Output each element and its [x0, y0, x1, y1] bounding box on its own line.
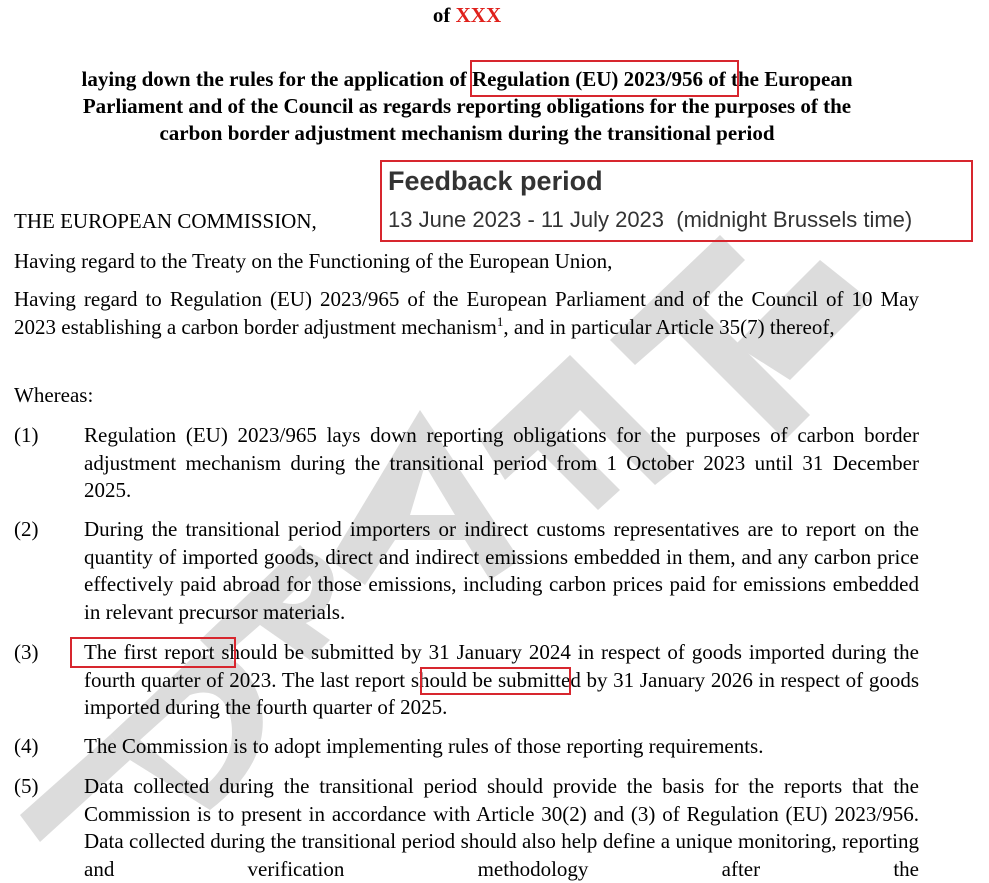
regulation-citation: Having regard to Regulation (EU) 2023/965 of the European Parliament and of the Council of 10 May 2023 establishing a carbon border adjustment mechanism$^1$, and in particular Article 35(7) thereof,	[14, 287, 919, 339]
act-number-placeholder: XXX	[455, 3, 502, 27]
title-line-2: Parliament and of the Council as regards reporting obligations for the purposes of the	[82, 94, 852, 118]
title-line-1: laying down the rules for the application of Regulation (EU) 2023/956 of the European	[81, 67, 853, 91]
feedback-dates: 13 June 2023 - 11 July 2023	[388, 207, 665, 232]
of-prefix: of	[432, 3, 456, 27]
recital-number: (1)	[14, 423, 39, 447]
recital-text: During the transitional period importers or indirect customs representatives are to report on the quantity of imported goods, direct and indirect emissions embedded in them, and any carbon price effectively paid abroad for those emissions, including carbon prices paid for emissions embedded in relevant precursor materials.	[84, 517, 919, 624]
recital-text: The first report should be submitted by 31 January 2024 in respect of goods imported during the fourth quarter of 2023. The last report should be submitted by 31 January 2026 in respect of goods imported during the fourth quarter of 2025.	[84, 640, 919, 719]
recital-text: Regulation (EU) 2023/965 lays down reporting obligations for the purposes of carbon border adjustment mechanism during the transitional period from 1 October 2023 until 31 December 2025.	[84, 423, 919, 502]
recital-text: Data collected during the transitional period should provide the basis for the reports that the Commission is to present in accordance with Article 30(2) and (3) of Regulation (EU) 2023/956. Data collected during the transitional period should also help define a unique monitoring, reporting and verification methodology after the	[84, 774, 919, 881]
document-title	[0, 66, 934, 147]
last-report-highlight: The last report	[281, 667, 406, 692]
recital-number: (2)	[14, 517, 39, 541]
recital-number: (5)	[14, 774, 39, 798]
whereas-heading: Whereas:	[14, 383, 94, 407]
recital-text: The Commission is to adopt implementing rules of those reporting requirements.	[84, 734, 764, 758]
commission-heading: THE EUROPEAN COMMISSION,	[14, 209, 317, 233]
title-line-3: carbon border adjustment mechanism during the transitional period	[159, 121, 775, 145]
header-of-line	[0, 2, 934, 28]
feedback-timezone: (midnight Brussels time)	[676, 207, 913, 232]
first-report-highlight: The first report	[84, 640, 215, 664]
recital-number: (4)	[14, 734, 39, 758]
title-regulation-highlight: Regulation (EU) 2023/956	[471, 67, 703, 91]
recital-number: (3)	[14, 640, 39, 664]
footnote-mark: 1	[496, 313, 504, 329]
treaty-citation: Having regard to the Treaty on the Functioning of the European Union,	[14, 249, 613, 273]
feedback-period-title: Feedback period	[388, 166, 603, 196]
feedback-period-dates	[388, 206, 912, 234]
